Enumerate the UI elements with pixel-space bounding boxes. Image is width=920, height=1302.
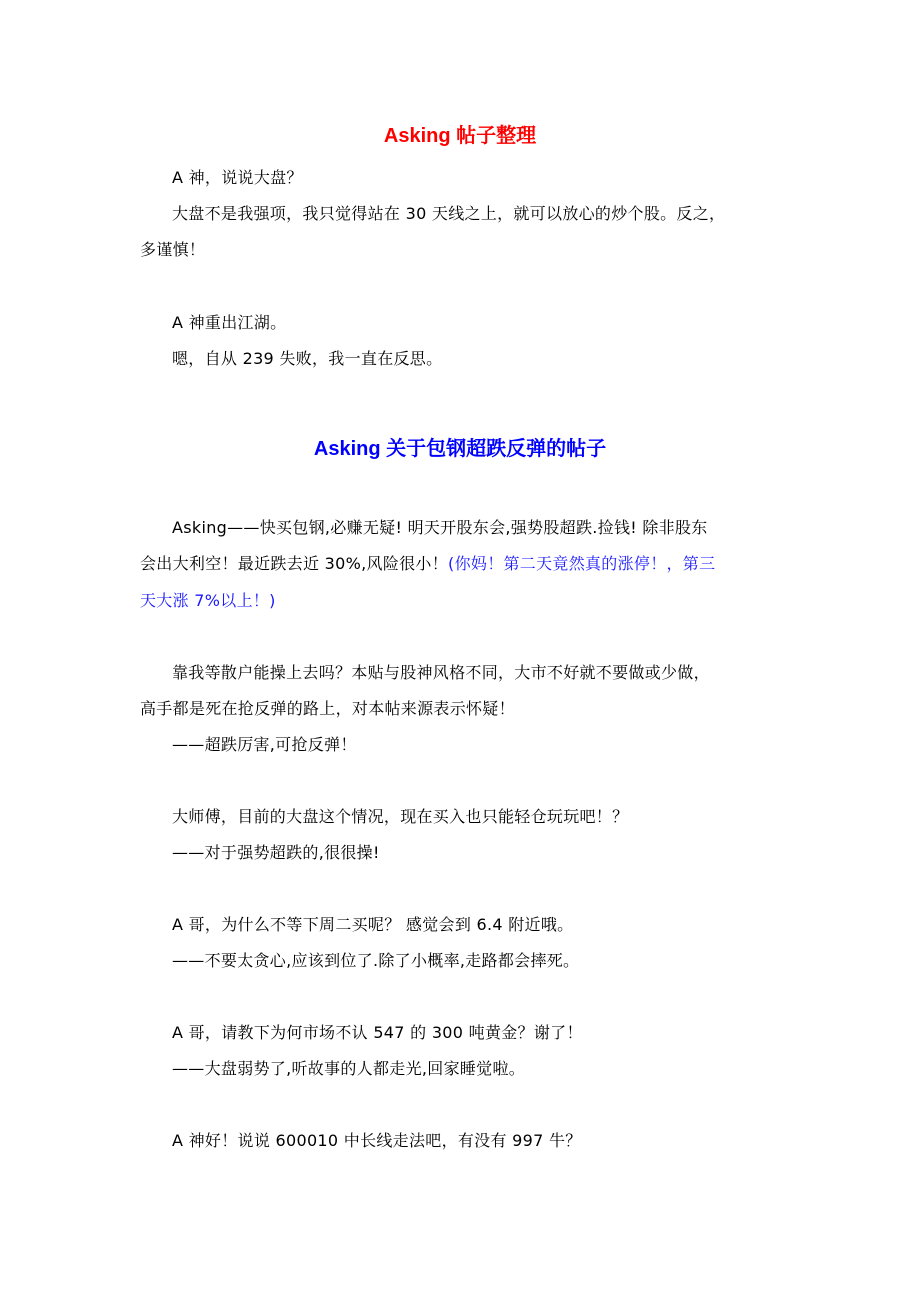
blue-comment: 天大涨 7%以上！)	[140, 591, 276, 610]
answer-line: ——超跌厉害,可抢反弹！	[172, 735, 357, 754]
answer-line: 嗯，自从 239 失败，我一直在反思。	[172, 349, 443, 368]
paragraph-text: 会出大利空！最近跌去近 30%,风险很小！	[140, 554, 449, 573]
question-line: A 哥，为什么不等下周二买呢？ 感觉会到 6.4 附近哦。	[172, 915, 574, 934]
question-line: A 神，说说大盘？	[172, 168, 303, 187]
question-line: A 哥，请教下为何市场不认 547 的 300 吨黄金？谢了！	[172, 1023, 583, 1042]
paragraph-line: Asking——快买包钢,必赚无疑! 明天开股东会,强势股超跌.捡钱! 除非股东	[172, 518, 708, 537]
question-line: 大师傅，目前的大盘这个情况，现在买入也只能轻仓玩玩吧！？	[172, 807, 629, 826]
blue-comment: (你妈！第二天竟然真的涨停！，第三	[448, 554, 716, 573]
question-line: 靠我等散户能操上去吗？本贴与股神风格不同，大市不好就不要做或少做，	[172, 663, 710, 682]
answer-line: 大盘不是我强项，我只觉得站在 30 天线之上，就可以放心的炒个股。反之，	[172, 204, 726, 223]
question-line: A 神好！说说 600010 中长线走法吧，有没有 997 牛？	[172, 1131, 582, 1150]
paragraph-line	[140, 552, 715, 576]
page-title: Asking 帖子整理	[383, 125, 537, 147]
section-title: Asking 关于包钢超跌反弹的帖子	[313, 438, 607, 460]
answer-line: ——对于强势超跌的,很很操!	[172, 843, 380, 862]
question-line: A 神重出江湖。	[172, 313, 287, 332]
question-line: 高手都是死在抢反弹的路上，对本帖来源表示怀疑！	[140, 699, 515, 718]
answer-line: ——不要太贪心,应该到位了.除了小概率,走路都会摔死。	[172, 951, 580, 970]
answer-line: 多谨慎！	[140, 240, 206, 259]
answer-line: ——大盘弱势了,听故事的人都走光,回家睡觉啦。	[172, 1059, 526, 1078]
